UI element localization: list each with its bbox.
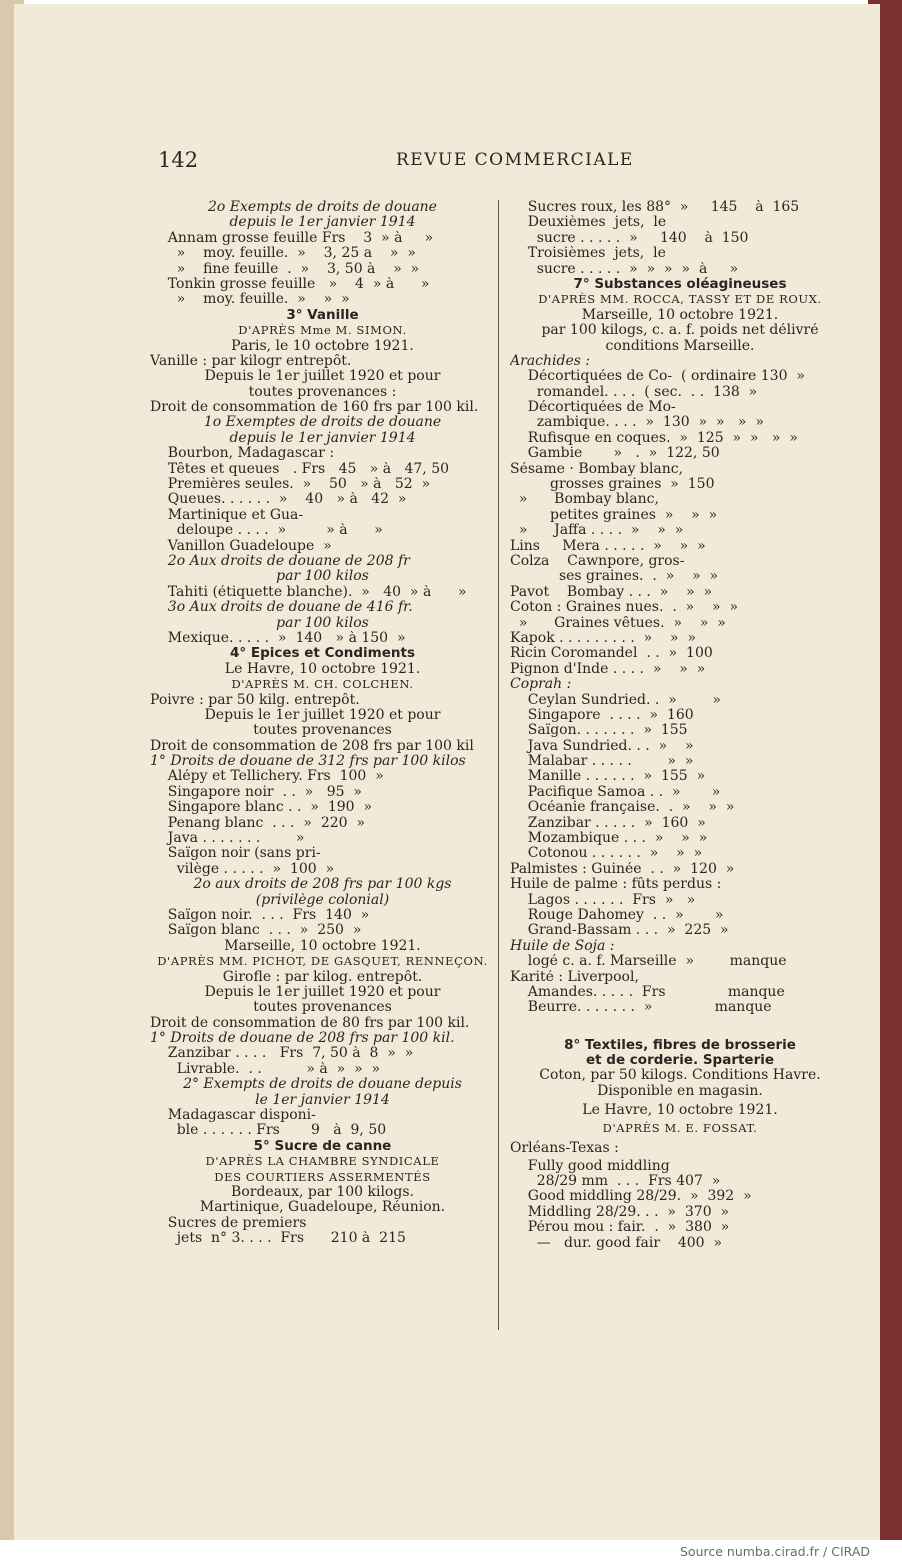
text-line: 1° Droits de douane de 208 frs par 100 kil. <box>150 1031 455 1047</box>
text-line: Décortiquées de Co- ( ordinaire 130 » <box>510 369 805 385</box>
text-line: Depuis le 1er juillet 1920 et pour <box>204 369 441 385</box>
text-line: depuis le 1er janvier 1914 <box>229 215 416 231</box>
text-line: Coton, par 50 kilogs. Conditions Havre. <box>539 1068 821 1084</box>
text-line: Sucres de premiers <box>150 1215 307 1231</box>
text-line: 2° Exempts de droits de douane depuis <box>183 1077 462 1093</box>
text-line: 2o Aux droits de douane de 208 fr <box>150 553 410 569</box>
text-line: Lagos . . . . . . Frs » » <box>510 892 696 908</box>
text-line: Singapore blanc . . » 190 » <box>150 800 373 816</box>
text-line: Arachides : <box>510 353 591 369</box>
text-line: Gambie » . » 122, 50 <box>510 446 720 462</box>
text-line: Karité : Liverpool, <box>510 969 639 985</box>
text-line: Pacifique Samoa . . » » <box>510 784 721 800</box>
text-line <box>510 1016 850 1038</box>
text-line: Pérou mou : fair. . » 380 » <box>510 1220 730 1236</box>
text-line: Le Havre, 10 octobre 1921. <box>582 1102 778 1119</box>
text-line: D'APRÈS M. E. FOSSAT. <box>602 1121 758 1136</box>
text-line: 8° Textiles, fibres de brosserie <box>564 1037 796 1053</box>
text-line: 3o Aux droits de douane de 416 fr. <box>150 600 413 616</box>
text-line: Têtes et queues . Frs 45 » à 47, 50 <box>150 461 450 477</box>
text-line: deloupe . . . . » » à » <box>150 523 383 539</box>
text-line: Java Sundried. . . » » <box>510 738 694 754</box>
text-line: Malabar . . . . . » » <box>510 754 694 770</box>
text-line: jets n° 3. . . . Frs 210 à 215 <box>150 1231 406 1247</box>
column-divider <box>498 200 499 1330</box>
text-line: depuis le 1er janvier 1914 <box>229 430 416 446</box>
text-line: Décortiquées de Mo- <box>510 400 676 416</box>
text-line: Premières seules. » 50 » à 52 » <box>150 477 431 493</box>
text-line: Paris, le 10 octobre 1921. <box>231 338 414 354</box>
text-line: ses graines. . » » » <box>510 569 719 585</box>
text-line: conditions Marseille. <box>605 338 755 354</box>
text-line: zambique. . . . » 130 » » » » <box>510 415 764 431</box>
page-number: 142 <box>158 148 199 172</box>
page-header <box>158 148 848 174</box>
text-line: Vanillon Guadeloupe » <box>150 538 332 554</box>
text-line: le 1er janvier 1914 <box>255 1092 390 1108</box>
text-line: Colza Cawnpore, gros- <box>510 553 685 569</box>
text-line: sucre . . . . . » 140 à 150 <box>510 230 749 246</box>
text-line: Saïgon noir (sans pri- <box>150 846 321 862</box>
text-line: Droit de consommation de 160 frs par 100 kil. <box>150 400 479 416</box>
text-line: Mexique. . . . . » 140 » à 150 » <box>150 630 406 646</box>
text-line: Océanie française. . » » » <box>510 800 735 816</box>
text-line: Queues. . . . . . » 40 » à 42 » <box>150 492 407 508</box>
text-line: Singapore noir . . » 95 » <box>150 784 362 800</box>
text-line: — dur. good fair 400 » <box>510 1235 723 1251</box>
text-line: Penang blanc . . . » 220 » <box>150 815 366 831</box>
text-line: Martinique, Guadeloupe, Réunion. <box>199 1200 446 1216</box>
text-line: » Bombay blanc, <box>510 492 659 508</box>
text-line: Good middling 28/29. » 392 » <box>510 1189 752 1205</box>
text-line: Annam grosse feuille Frs 3 » à » <box>150 230 434 246</box>
text-line: Cotonou . . . . . . » » » <box>510 846 703 862</box>
text-line: Pavot Bombay . . . » » » <box>510 584 713 600</box>
text-line: Girofle : par kilog. entrepôt. <box>222 969 423 985</box>
text-line: logé c. a. f. Marseille » manque <box>510 954 787 970</box>
text-line: par 100 kilos <box>276 569 369 585</box>
text-line: Zanzibar . . . . . » 160 » <box>510 815 706 831</box>
text-line: par 100 kilogs, c. a. f. poids net délivré <box>541 323 819 339</box>
text-line: Grand-Bassam . . . » 225 » <box>510 923 729 939</box>
text-line: D'APRÈS MM. PICHOT, DE GASQUET, RENNEÇON. <box>157 954 488 969</box>
text-line: Tonkin grosse feuille » 4 » à » <box>150 276 430 292</box>
text-line: Alépy et Tellichery. Frs 100 » <box>150 769 384 785</box>
text-line: Bourbon, Madagascar : <box>150 446 335 462</box>
text-line: Saïgon blanc . . . » 250 » <box>150 923 362 939</box>
text-line: et de corderie. Sparterie <box>585 1053 775 1069</box>
text-line: Deuxièmes jets, le <box>510 215 667 231</box>
text-line: Kapok . . . . . . . . . » » » <box>510 630 697 646</box>
text-line: Huile de palme : fûts perdus : <box>510 877 722 893</box>
text-line: 1o Exemptes de droits de douane <box>203 415 442 431</box>
text-line: Singapore . . . . » 160 <box>510 707 694 723</box>
text-line: sucre . . . . . » » » » à » <box>510 261 739 277</box>
text-line: Marseille, 10 octobre 1921. <box>581 307 779 323</box>
text-line: 2o Exempts de droits de douane <box>208 200 437 215</box>
text-line: Martinique et Gua- <box>150 507 304 523</box>
text-line: » moy. feuille. » 3, 25 a » » <box>150 246 416 262</box>
text-line: Pignon d'Inde . . . . » » » <box>510 661 706 677</box>
text-line: ble . . . . . . Frs 9 à 9, 50 <box>150 1123 387 1139</box>
text-line: Tahiti (étiquette blanche). » 40 » à » <box>150 584 467 600</box>
text-line: 3° Vanille <box>286 307 359 323</box>
text-line: » Graines vêtues. » » » <box>510 615 726 631</box>
text-line: Manille . . . . . . » 155 » <box>510 769 706 785</box>
text-line: Troisièmes jets, le <box>510 246 666 262</box>
text-line: Ceylan Sundried. . » » <box>510 692 721 708</box>
text-line: 4° Epices et Condiments <box>230 646 415 662</box>
text-line: Lins Mera . . . . . » » » <box>510 538 706 554</box>
text-line: (privilège colonial) <box>255 892 390 908</box>
text-line: Zanzibar . . . . Frs 7, 50 à 8 » » <box>150 1046 414 1062</box>
text-line: Huile de Soja : <box>510 938 615 954</box>
text-line: Java . . . . . . . » <box>150 831 305 847</box>
text-line: Orléans-Texas : <box>510 1139 619 1156</box>
text-line: D'APRÈS MM. ROCCA, TASSY ET DE ROUX. <box>538 292 822 307</box>
text-line: toutes provenances <box>253 723 392 739</box>
text-line: Droit de consommation de 80 frs par 100 kil. <box>150 1015 470 1031</box>
right-column <box>510 200 850 1251</box>
text-line: par 100 kilos <box>276 615 369 631</box>
text-line: Fully good middling <box>510 1158 670 1174</box>
text-line: petites graines » » » <box>510 507 718 523</box>
text-line: Middling 28/29. . . » 370 » <box>510 1204 730 1220</box>
text-line: D'APRÈS M. CH. COLCHEN. <box>231 677 414 692</box>
text-line: Palmistes : Guinée . . » 120 » <box>510 861 735 877</box>
text-line: Sucres roux, les 88° » 145 à 165 <box>510 200 800 215</box>
text-line: 7° Substances oléagineuses <box>573 276 787 292</box>
text-line: D'APRÈS Mme M. SIMON. <box>238 323 407 338</box>
left-column <box>150 200 495 1247</box>
running-title: REVUE COMMERCIALE <box>396 150 634 170</box>
text-line: Rufisque en coques. » 125 » » » » <box>510 430 798 446</box>
text-line: 5° Sucre de canne <box>253 1138 392 1154</box>
text-line: Coton : Graines nues. . » » » <box>510 600 739 616</box>
text-line: Saïgon. . . . . . . » 155 <box>510 723 688 739</box>
text-line: Poivre : par 50 kilg. entrepôt. <box>150 692 360 708</box>
text-line: Vanille : par kilogr entrepôt. <box>150 353 352 369</box>
text-line: Rouge Dahomey . . » » <box>510 907 724 923</box>
text-line: vilège . . . . . » 100 » <box>150 861 335 877</box>
source-credit: Source numba.cirad.fr / CIRAD <box>680 1544 871 1559</box>
text-line: 2o aux droits de 208 frs par 100 kgs <box>193 877 452 893</box>
text-line: » fine feuille . » 3, 50 à » » <box>150 261 420 277</box>
text-line: romandel. . . . ( sec. . . 138 » <box>510 384 758 400</box>
text-line: Beurre. . . . . . . » manque <box>510 1000 772 1016</box>
text-line: Bordeaux, par 100 kilogs. <box>231 1185 414 1200</box>
text-line: D'APRÈS LA CHAMBRE SYNDICALE <box>205 1154 440 1169</box>
text-line: Amandes. . . . . Frs manque <box>510 984 785 1000</box>
text-line: Ricin Coromandel . . » 100 <box>510 646 713 662</box>
text-line: Mozambique . . . » » » <box>510 831 708 847</box>
text-line: grosses graines » 150 <box>510 477 715 493</box>
text-line: 1° Droits de douane de 312 frs par 100 kilos <box>150 754 466 770</box>
text-line: Marseille, 10 octobre 1921. <box>224 938 421 954</box>
text-line: Depuis le 1er juillet 1920 et pour <box>204 984 441 1000</box>
text-line: Coprah : <box>510 677 572 693</box>
text-line: Livrable. . . » à » » » <box>150 1061 381 1077</box>
text-line: Droit de consommation de 208 frs par 100 kil <box>150 738 474 754</box>
text-line: Disponible en magasin. <box>597 1083 763 1099</box>
text-line: Depuis le 1er juillet 1920 et pour <box>204 707 441 723</box>
text-line: DES COURTIERS ASSERMENTÉS <box>214 1169 431 1184</box>
text-line: Le Havre, 10 octobre 1921. <box>224 661 421 677</box>
text-line: Saïgon noir. . . . Frs 140 » <box>150 907 370 923</box>
text-line: toutes provenances : <box>248 384 397 400</box>
text-line: toutes provenances <box>253 1000 392 1016</box>
text-line: » moy. feuille. » » » <box>150 292 350 308</box>
text-line: » Jaffa . . . . » » » <box>510 523 684 539</box>
text-line: Madagascar disponi- <box>150 1108 316 1124</box>
text-line: Sésame · Bombay blanc, <box>510 461 684 477</box>
text-line: 28/29 mm . . . Frs 407 » <box>510 1174 721 1190</box>
